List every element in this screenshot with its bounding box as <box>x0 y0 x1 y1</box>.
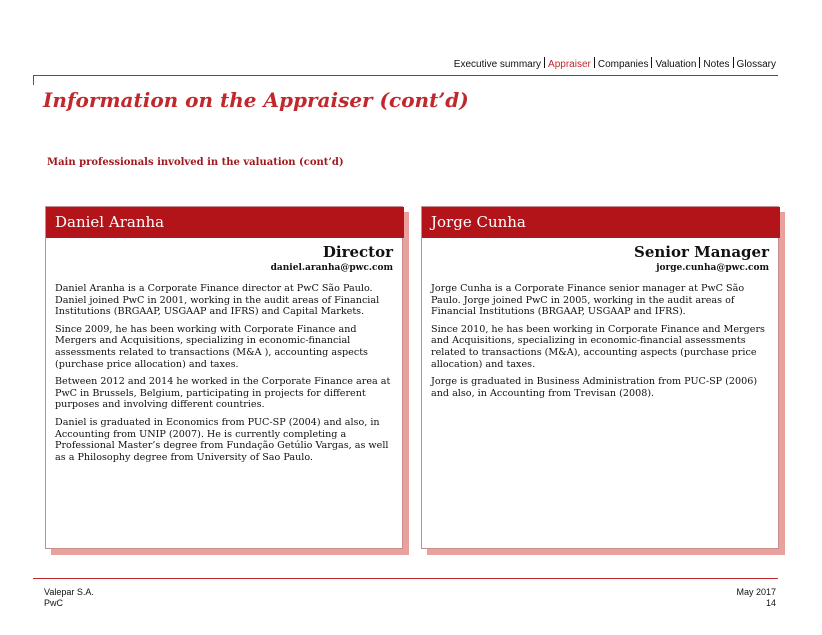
card-bio <box>55 283 395 469</box>
card-bio <box>431 283 771 405</box>
header-divider-tick <box>33 75 34 85</box>
footer-right <box>736 587 776 609</box>
card-role: Director <box>322 243 393 261</box>
section-nav <box>454 57 776 70</box>
page-title: Information on the Appraiser (cont’d) <box>43 88 469 112</box>
bio-paragraph: Since 2009, he has been working with Corporate Finance and Mergers and Acquisitions, specializing in economic-financial assessments related to transactions (M&A ), accounting aspects (purchase price allocation) and taxes. <box>55 323 368 370</box>
bio-paragraph: Daniel is graduated in Economics from PUC-SP (2004) and also, in Accounting from UNIP (2007). He is currently completing a Professional Master’s degree from Fundação Getúlio Vargas, as well as a Philosophy degree from University of Sao Paulo. <box>55 416 389 463</box>
bio-paragraph: Jorge is graduated in Business Administration from PUC-SP (2006) and also, in Accounting from Trevisan (2008). <box>431 376 758 399</box>
footer-date: May 2017 <box>736 587 776 597</box>
card-header-name: Daniel Aranha <box>46 207 404 238</box>
nav-item-appraiser[interactable]: Appraiser <box>548 59 591 70</box>
bio-paragraph: Jorge Cunha is a Corporate Finance senior manager at PwC São Paulo. Jorge joined PwC in 2005, working in the audit areas of Financial Institutions (BRGAAP, USGAAP and IFRS). <box>431 283 745 318</box>
nav-item-glossary[interactable]: Glossary <box>736 59 776 70</box>
nav-item-notes[interactable]: Notes <box>703 59 730 70</box>
footer-company: Valepar S.A. <box>44 587 94 597</box>
card-panel <box>421 206 779 549</box>
card-role: Senior Manager <box>634 243 769 261</box>
footer-divider <box>33 578 778 579</box>
footer-firm: PwC <box>44 598 64 608</box>
card-panel <box>45 206 403 549</box>
bio-paragraph: Between 2012 and 2014 he worked in the Corporate Finance area at PwC in Brussels, Belgium, participating in projects for different purposes and involving different countries. <box>55 376 391 411</box>
nav-item-companies[interactable]: Companies <box>597 59 649 70</box>
nav-item-executive-summary[interactable]: Executive summary <box>453 59 542 70</box>
profile-card-daniel-aranha <box>45 206 403 549</box>
page-number: 14 <box>765 598 776 608</box>
section-subtitle: Main professionals involved in the valuation (cont’d) <box>47 157 344 168</box>
card-header-name: Jorge Cunha <box>422 207 780 238</box>
nav-separator <box>594 57 595 68</box>
header-divider <box>33 75 778 76</box>
bio-paragraph: Daniel Aranha is a Corporate Finance director at PwC São Paulo. Daniel joined PwC in 2001, working in the audit areas of Financial Institutions (BRGAAP, USGAAP and IFRS) and Capital Markets. <box>55 283 380 318</box>
nav-separator <box>651 57 652 68</box>
nav-separator <box>733 57 734 68</box>
profile-card-jorge-cunha <box>421 206 779 549</box>
card-email: jorge.cunha@pwc.com <box>656 263 769 273</box>
nav-separator <box>544 57 545 68</box>
card-email: daniel.aranha@pwc.com <box>270 263 393 273</box>
nav-item-valuation[interactable]: Valuation <box>655 59 697 70</box>
bio-paragraph: Since 2010, he has been working in Corporate Finance and Mergers and Acquisitions, specializing in economic-financial assessments related to transactions (M&A), accounting aspects (purchase price allocation) and taxes. <box>431 323 765 370</box>
nav-separator <box>699 57 700 68</box>
footer-left <box>44 587 94 609</box>
